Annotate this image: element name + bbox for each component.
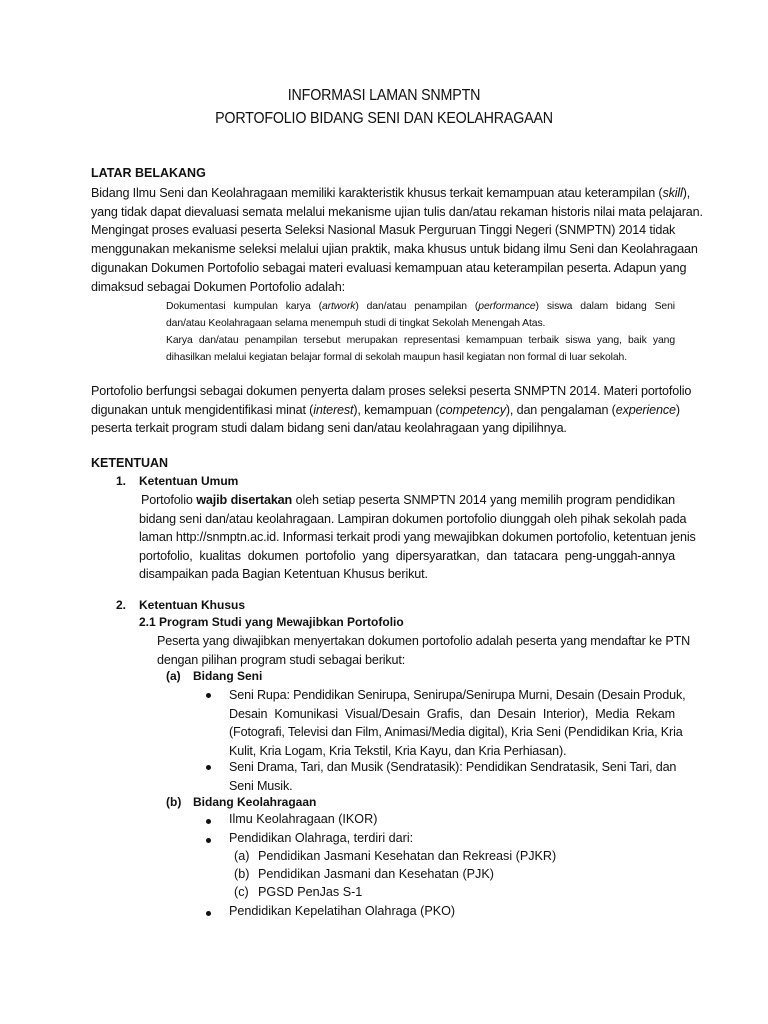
list-item-line: (Fotografi, Televisi dan Film, Animasi/Media digital), Kria Seni (Pendidikan Kria, Kria <box>229 725 683 739</box>
khusus-intro <box>157 632 691 669</box>
bullet-icon <box>206 819 211 824</box>
bullet-icon <box>206 765 211 770</box>
bullet-icon <box>206 693 211 698</box>
paragraph-line: menggunakan mekanisme seleksi melalui ujian praktik, maka khusus untuk bidang ilmu Seni dan Keolahragaan <box>91 242 698 257</box>
subsection-title-2-1: 2.1 Program Studi yang Mewajibkan Portofolio <box>139 615 404 629</box>
ketentuan-umum-body <box>139 491 696 584</box>
list-number: 2. <box>116 598 127 612</box>
sublist-label: (c) <box>234 885 249 899</box>
sublist-label: (b) <box>234 867 250 881</box>
bullet-icon <box>206 838 211 843</box>
paragraph-line: portofolio, kualitas dokumen portofolio yang dipersyaratkan, dan tatacara peng-unggah-annya <box>139 548 675 563</box>
quote-line: dihasilkan melalui kegiatan belajar formal di sekolah maupun hasil kegiatan non formal di luar sekolah. <box>166 352 628 363</box>
document-subtitle: PORTOFOLIO BIDANG SENI DAN KEOLAHRAGAAN <box>215 110 553 127</box>
list-item-line: Seni Rupa: Pendidikan Senirupa, Senirupa/Senirupa Murni, Desain (Desain Produk, <box>229 688 686 702</box>
paragraph-line: Peserta yang diwajibkan menyertakan dokumen portofolio adalah peserta yang mendaftar ke PTN <box>157 634 691 648</box>
paragraph-line: Portofolio berfungsi sebagai dokumen penyerta dalam proses seleksi peserta SNMPTN 2014. Materi portofolio <box>91 384 692 398</box>
paragraph-line: dengan pilihan program studi sebagai berikut: <box>157 652 406 667</box>
paragraph-line: Bidang Ilmu Seni dan Keolahragaan memiliki karakteristik khusus terkait kemampuan atau keterampilan (skill), <box>91 186 691 200</box>
list-item-line: Kulit, Kria Logam, Kria Tekstil, Kria Kayu, dan Kria Perhiasan). <box>229 743 567 758</box>
list-item-pko: Pendidikan Kepelatihan Olahraga (PKO) <box>229 904 456 918</box>
bullet-icon <box>206 911 211 916</box>
list-item-line: Seni Drama, Tari, dan Musik (Sendratasik): Pendidikan Sendratasik, Seni Tari, dan <box>229 760 677 774</box>
paragraph-line: laman http://snmptn.ac.id. Informasi terkait prodi yang mewajibkan dokumen portofolio, ketentuan jenis <box>139 530 696 544</box>
category-title-bidang-seni: Bidang Seni <box>193 669 263 683</box>
list-item-seni-rupa <box>229 686 686 760</box>
document-title: INFORMASI LAMAN SNMPTN <box>287 87 481 104</box>
list-label: (b) <box>166 795 182 809</box>
paragraph-line: yang tidak dapat dievaluasi semata melalui mekanisme ujian tulis dan/atau rekaman historis nilai mata pelajaran. <box>91 204 703 219</box>
paragraph-line: Portofolio wajib disertakan oleh setiap peserta SNMPTN 2014 yang memilih program pendidikan <box>141 493 675 507</box>
subsection-title-ketentuan-umum: Ketentuan Umum <box>139 474 239 488</box>
paragraph-line: bidang seni dan/atau keolahragaan. Lampiran dokumen portofolio diunggah oleh pihak sekolah pada <box>139 511 687 526</box>
latar-paragraph-1 <box>91 184 703 296</box>
list-item-sendratasik <box>229 758 675 795</box>
latar-paragraph-2 <box>91 382 692 438</box>
list-item-pendidikan-olahraga: Pendidikan Olahraga, terdiri dari: <box>229 831 414 845</box>
category-title-bidang-keolahragaan: Bidang Keolahragaan <box>193 795 317 809</box>
quote-line: Dokumentasi kumpulan karya (artwork) dan/atau penampilan (performance) siswa dalam bidang Seni <box>166 301 675 312</box>
sublist-item-pjk: Pendidikan Jasmani dan Kesehatan (PJK) <box>258 867 494 881</box>
section-heading-latar-belakang: LATAR BELAKANG <box>91 166 206 180</box>
list-label: (a) <box>166 669 181 683</box>
sublist-item-pjkr: Pendidikan Jasmani Kesehatan dan Rekreasi (PJKR) <box>258 849 557 863</box>
paragraph-line: peserta terkait program studi dalam bidang seni dan/atau keolahragaan yang dipilihnya. <box>91 421 567 436</box>
section-heading-ketentuan: KETENTUAN <box>91 456 169 470</box>
paragraph-line: digunakan Dokumen Portofolio sebagai materi evaluasi kemampuan atau keterampilan peserta. Adapun yang <box>91 260 687 275</box>
quote-line: Karya dan/atau penampilan tersebut merupakan representasi kemampuan terbaik siswa yang, baik yang <box>166 335 675 346</box>
list-item-ikor: Ilmu Keolahragaan (IKOR) <box>229 812 378 826</box>
list-item-line: Desain Komunikasi Visual/Desain Grafis, dan Desain Interior), Media Rekam <box>229 706 675 721</box>
list-item-line: Seni Musik. <box>229 778 293 793</box>
portfolio-definition-quote <box>166 298 675 366</box>
paragraph-line: dimaksud sebagai Dokumen Portofolio adalah: <box>91 279 345 294</box>
paragraph-line: disampaikan pada Bagian Ketentuan Khusus berikut. <box>139 567 428 581</box>
subsection-title-ketentuan-khusus: Ketentuan Khusus <box>139 598 246 612</box>
quote-line: dan/atau Keolahragaan selama menempuh studi di tingkat Sekolah Menengah Atas. <box>166 318 546 329</box>
paragraph-line: Mengingat proses evaluasi peserta Seleksi Nasional Masuk Perguruan Tinggi Negeri (SNMPTN) 2014 tidak <box>91 223 676 238</box>
sublist-item-pgsd: PGSD PenJas S-1 <box>258 885 363 899</box>
paragraph-line: digunakan untuk mengidentifikasi minat (interest), kemampuan (competency), dan pengalaman (experience) <box>91 402 680 417</box>
sublist-label: (a) <box>234 849 250 863</box>
list-number: 1. <box>116 474 127 488</box>
